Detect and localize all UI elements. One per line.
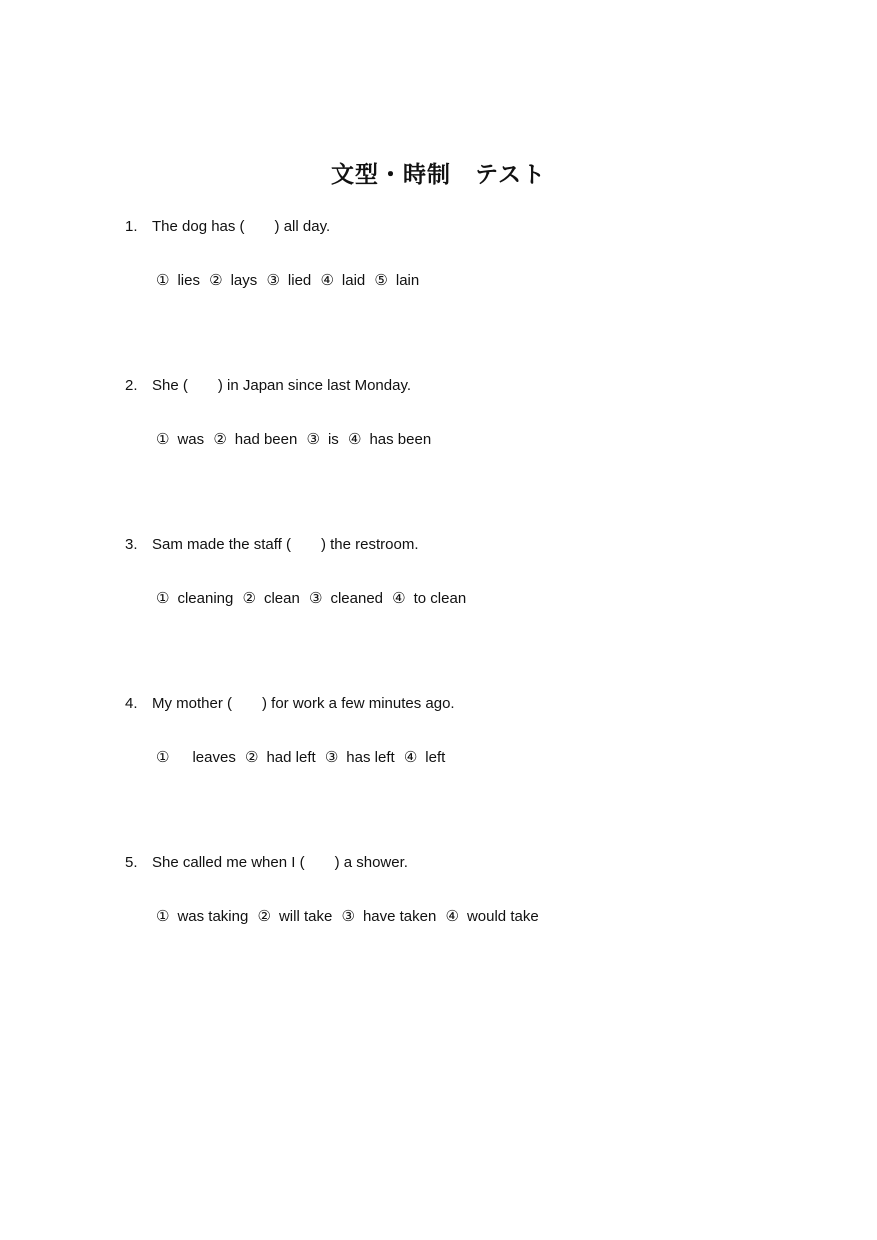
choice-number-marker: ④: [445, 907, 459, 925]
choice-number-marker: ①: [156, 430, 170, 448]
choice-3: [307, 428, 339, 451]
choice-number-marker: ②: [245, 748, 259, 766]
choice-label: lays: [230, 272, 258, 289]
choice-number-marker: ⑤: [374, 271, 388, 289]
choice-1: [156, 269, 200, 292]
choice-list: [156, 587, 765, 609]
choice-label: cleaning: [177, 590, 234, 607]
question-text: My mother ( ) for work a few minutes ago.: [152, 695, 455, 712]
choice-number-marker: ②: [242, 589, 256, 607]
question-number: 4.: [125, 695, 138, 712]
choice-list: [156, 746, 765, 768]
choice-label: was taking: [177, 908, 249, 925]
question-5: [125, 852, 765, 927]
choice-number-marker: ④: [347, 430, 362, 448]
choice-label: had left: [266, 749, 316, 766]
choice-3: [309, 587, 383, 610]
choice-number-marker: ③: [266, 271, 280, 289]
choice-number-marker: ①: [156, 907, 170, 925]
choice-3: [266, 269, 311, 292]
question-1: [125, 216, 765, 291]
choice-label: was: [177, 431, 205, 448]
question-text: Sam made the staff ( ) the restroom.: [152, 536, 419, 553]
question-number: 1.: [125, 218, 138, 235]
choice-list: [156, 428, 765, 450]
choice-number-marker: ④: [403, 748, 418, 766]
choice-4: [392, 587, 466, 610]
choice-number-marker: ③: [306, 430, 320, 448]
choice-label: is: [327, 431, 339, 448]
question-number: 2.: [125, 377, 138, 394]
choice-number-marker: ③: [309, 589, 323, 607]
choice-1: [156, 746, 236, 769]
choice-label: has left: [346, 749, 395, 766]
question-line: [125, 693, 765, 715]
choice-number-marker: ②: [213, 430, 227, 448]
question-text: She ( ) in Japan since last Monday.: [152, 377, 412, 394]
choice-1: [156, 587, 233, 610]
choice-number-marker: ③: [341, 907, 355, 925]
choice-3: [325, 746, 395, 769]
choice-1: [156, 905, 248, 928]
choice-number-marker: ④: [320, 271, 334, 289]
question-number: 5.: [125, 854, 138, 871]
choice-label: leaves: [177, 749, 236, 766]
choice-number-marker: ②: [257, 907, 271, 925]
choice-number-marker: ④: [392, 589, 406, 607]
choice-number-marker: ①: [156, 589, 170, 607]
choice-label: would take: [466, 908, 539, 925]
choice-label: lies: [177, 272, 200, 289]
choice-label: cleaned: [330, 590, 383, 607]
choice-list: [156, 905, 765, 927]
choice-2: [243, 587, 300, 610]
choice-number-marker: ③: [324, 748, 339, 766]
choice-2: [258, 905, 333, 928]
choice-label: had been: [234, 431, 298, 448]
choice-3: [341, 905, 436, 928]
question-text: The dog has ( ) all day.: [152, 218, 331, 235]
choice-label: have taken: [362, 908, 437, 925]
choice-label: lied: [287, 272, 312, 289]
choice-list: [156, 269, 765, 291]
choice-number-marker: ②: [209, 271, 223, 289]
choice-number-marker: ①: [156, 271, 170, 289]
choice-number-marker: ①: [156, 748, 170, 766]
question-2: [125, 375, 765, 450]
choice-4: [348, 428, 431, 451]
page-title: 文型・時制 テスト: [330, 162, 547, 188]
choice-4: [320, 269, 365, 292]
choice-label: clean: [263, 590, 300, 607]
question-number: 3.: [125, 536, 138, 553]
choice-2: [245, 746, 316, 769]
choice-label: lain: [395, 272, 420, 289]
question-4: [125, 693, 765, 768]
choice-5: [374, 269, 419, 292]
question-line: [125, 852, 765, 874]
question-text: She called me when I ( ) a shower.: [152, 854, 408, 871]
choice-label: to clean: [413, 590, 467, 607]
question-line: [125, 375, 765, 397]
choice-label: left: [425, 749, 446, 766]
choice-2: [209, 269, 257, 292]
choice-label: will take: [278, 908, 333, 925]
choice-1: [156, 428, 204, 451]
question-line: [125, 534, 765, 556]
question-line: [125, 216, 765, 238]
choice-4: [404, 746, 445, 769]
choice-label: laid: [341, 272, 366, 289]
choice-2: [213, 428, 297, 451]
question-3: [125, 534, 765, 609]
choice-label: has been: [369, 431, 432, 448]
choice-4: [446, 905, 539, 928]
